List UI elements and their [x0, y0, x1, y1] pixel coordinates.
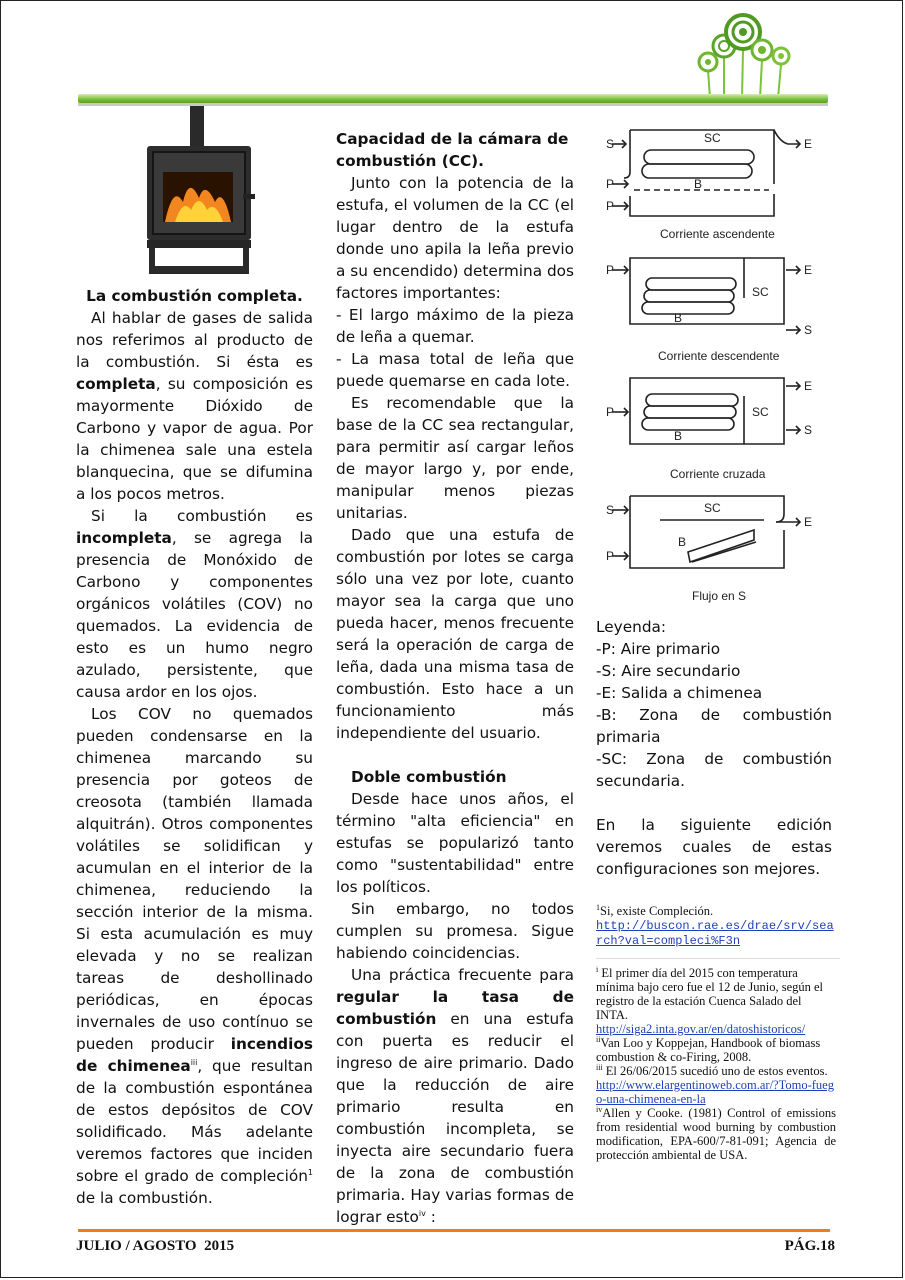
diagram-label: E — [804, 137, 813, 151]
diagram-label: P — [606, 549, 615, 563]
column-2 — [336, 128, 574, 1228]
section-heading-double: Doble combustión — [351, 768, 507, 786]
diagram-caption: Corriente cruzada — [670, 467, 766, 481]
footnote-iv: $^{iv}$Allen y Cooke. (1981) Control of emissions from residential wood burning by combustion modification, EPA-600/7-81-091; Agencia de protección ambiental de USA. — [596, 1104, 836, 1162]
footer-bar — [78, 1229, 830, 1232]
footnote-iii: $^{iii}$ El 26/06/2015 sucedió uno de estos eventos. — [596, 1062, 828, 1078]
diagram-label: SC — [704, 131, 721, 145]
diagram-cruzada — [604, 372, 824, 488]
next-edition-note: En la siguiente edición veremos cuales de estas configuraciones son mejores. — [596, 816, 832, 878]
paragraph: Una práctica frecuente para regular la tasa de combustión en una estufa con puerta es reducir el ingreso de aire primario. Dado que la reducción de aire primario resulta en combustión incompleta, se inyecta aire secundario fuera de la zona de combustión primaria. Hay varias formas de lograr esto$^{iv}$ : — [336, 966, 574, 1226]
legend-item: -P: Aire primario — [596, 640, 721, 658]
bullet-item: - La masa total de leña que puede quemarse en cada lote. — [336, 350, 574, 390]
section-heading-capacity: Capacidad de la cámara de combustión (CC). — [336, 130, 569, 170]
diagram-label: S — [804, 423, 813, 437]
diagram-label: S — [804, 323, 813, 337]
footnote-i: $^i$ El primer día del 2015 con temperatura mínima bajo cero fue el 12 de Junio, según el registro de la estación Cuenca Salado del INTA. — [596, 964, 824, 1022]
legend-item: -SC: Zona de combustión secundaria. — [596, 750, 832, 790]
footnote-ref: 1 — [307, 1167, 313, 1177]
diagram-label: SC — [752, 405, 769, 419]
footer-date: JULIO / AGOSTO 2015 — [76, 1238, 235, 1254]
tree-logo-icon — [688, 10, 818, 104]
header-bar — [78, 94, 828, 103]
paragraph: Sin embargo, no todos cumplen su promesa. Sigue habiendo coincidencias. — [336, 900, 574, 962]
footnote-link[interactable]: http://www.elargentinoweb.com.ar/?Tomo-fuego-una-chimenea-en-la — [596, 1078, 834, 1106]
paragraph: Desde hace unos años, el término "alta eficiencia" en estufas se popularizó tanto como "sustentabilidad" entre los políticos. — [336, 790, 574, 896]
diagram-label: E — [804, 515, 813, 529]
diagram-label: E — [804, 379, 813, 393]
diagram-ascendente — [604, 122, 824, 250]
legend-title: Leyenda: — [596, 618, 667, 636]
diagram-label: SC — [752, 285, 769, 299]
section-heading-combustion: La combustión completa. — [86, 287, 303, 305]
diagram-label: B — [678, 535, 687, 549]
legend — [596, 616, 832, 880]
diagram-flujo-s — [604, 490, 824, 610]
stove-image — [143, 106, 255, 282]
paragraph: Junto con la potencia de la estufa, el volumen de la CC (el lugar dentro de la estufa donde uno apila la leña previo a su encendido) determina dos factores importantes: — [336, 174, 574, 302]
bullet-item: - El largo máximo de la pieza de leña a quemar. — [336, 306, 574, 346]
footnote-list — [596, 966, 836, 1162]
paragraph: Dado que una estufa de combustión por lotes se carga sólo una vez por lote, cuanto mayor sea la carga que uno pueda hacer, menos frecuente será la operación de carga de leña, dada una misma tasa de combustión. Esto hace a un funcionamiento más independiente del usuario. — [336, 526, 574, 742]
legend-item: -S: Aire secundario — [596, 662, 741, 680]
legend-item: -B: Zona de combustión primaria — [596, 706, 832, 746]
paragraph: Es recomendable que la base de la CC sea rectangular, para permitir así cargar leños de mayor largo y, por ende, manipular menos piezas unitarias. — [336, 394, 574, 522]
diagram-label: P — [606, 263, 615, 277]
diagram-label: S — [606, 503, 615, 517]
paragraph: Si la combustión es incompleta, se agrega la presencia de Monóxido de Carbono y componentes orgánicos volátiles (COV) no quemados. La evidencia de esto es un humo negro azulado, persistente, que causa ardor en los ojos. — [76, 507, 313, 701]
paragraph: Al hablar de gases de salida nos referimos al producto de la combustión. Si ésta es completa, su composición es mayormente Dióxido de Carbono y vapor de agua. Por la chimenea sale una estela blanquecina, que se difumina a los pocos metros. — [76, 309, 313, 503]
footnote-separator — [596, 958, 840, 959]
diagram-descendente — [604, 252, 824, 370]
diagram-label: B — [674, 429, 683, 443]
diagram-label: S — [606, 137, 615, 151]
diagram-label: B — [694, 177, 703, 191]
footnote-link[interactable]: http://buscon.rae.es/drae/srv/search?val=compleci%F3n — [596, 919, 834, 948]
diagram-label: P — [606, 177, 615, 191]
footnote-ref: iii — [190, 1057, 198, 1067]
footnote-1: $^1$Si, existe Compleción. http://buscon.rae.es/drae/srv/search?val=compleci%F3n — [596, 902, 834, 948]
footnote-ii: $^{ii}$Van Loo y Koppejan, Handbook of biomass combustion & co-Firing, 2008. — [596, 1034, 821, 1064]
footnote-ref: iv — [418, 1208, 426, 1218]
footnote-link[interactable]: http://siga2.inta.gov.ar/en/datoshistoricos/ — [596, 1022, 806, 1036]
diagram-label: E — [804, 263, 813, 277]
diagram-caption: Corriente descendente — [658, 349, 780, 363]
diagram-caption: Flujo en S — [692, 589, 747, 603]
diagram-label: SC — [704, 501, 721, 515]
diagram-label: P — [606, 199, 615, 213]
column-1 — [76, 285, 313, 1209]
paragraph: Los COV no quemados pueden condensarse en la chimenea marcando su presencia por goteos de creosota (también llamada alquitrán). Otros componentes volátiles se solidifican y acumulan en el interior de la chimenea, reduciendo la sección interior de la misma. Si esta acumulación es muy elevada y no se realizan tareas de deshollinado periódicas, en épocas invernales de uso contínuo se pueden producir incendios de chimenea$^{iii}$, que resultan de la combustión espontánea de estos depósitos de COV solidificado. Más adelante veremos factores que inciden sobre el grado de compleción$^1$ de la combustión. — [76, 705, 313, 1207]
diagram-caption: Corriente ascendente — [660, 227, 775, 241]
legend-item: -E: Salida a chimenea — [596, 684, 763, 702]
page-number: PÁG.18 — [784, 1238, 835, 1254]
diagram-label: P — [606, 405, 615, 419]
diagram-label: B — [674, 311, 683, 325]
